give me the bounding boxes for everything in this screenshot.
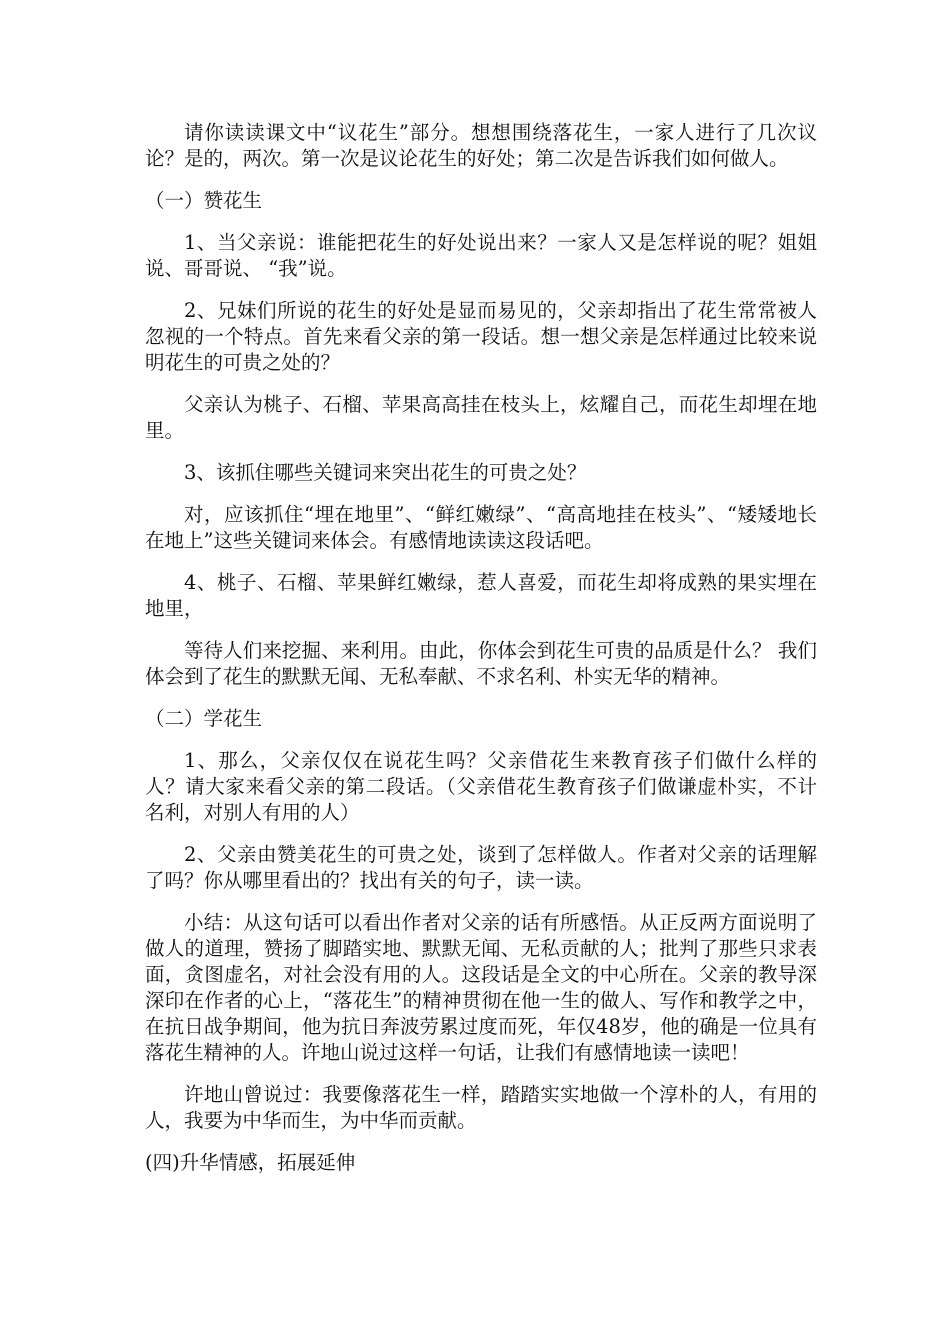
paragraph-summary: 小结：从这句话可以看出作者对父亲的话有所感悟。从正反两方面说明了做人的道理，赞扬了脚踏实地、默默无闻、无私贡献的人；批判了那些只求表面，贪图虚名，对社会没有用的人。这段话是全文的中心所在。父亲的教导深深印在作者的心上，“落花生”的精神贯彻在他一生的做人、写作和教学之中，在抗日战争期间，他为抗日奔波劳累过度而死，年仅48岁，他的确是一位具有落花生精神的人。许地山说过这样一句话，让我们有感情地读一读吧！ xyxy=(145,911,817,1064)
paragraph-item-1: 1、当父亲说：谁能把花生的好处说出来？一家人又是怎样说的呢？姐姐说、哥哥说、 “我”说。 xyxy=(145,231,817,280)
paragraph-learn-item-2: 2、父亲由赞美花生的可贵之处，谈到了怎样做人。作者对父亲的话理解了吗？你从哪里看出的？找出有关的句子，读一读。 xyxy=(145,843,817,892)
document-page xyxy=(145,120,817,1192)
section-heading-praise-peanut: （一）赞花生 xyxy=(145,189,263,212)
paragraph-item-3: 3、该抓住哪些关键词来突出花生的可贵之处？ xyxy=(184,461,587,484)
section-heading-extension: (四)升华情感，拓展延伸 xyxy=(145,1151,356,1174)
paragraph-quote: 许地山曾说过：我要像落花生一样，踏踏实实地做一个淳朴的人，有用的人，我要为中华而生，为中华而贡献。 xyxy=(145,1083,817,1132)
paragraph-item-4: 4、桃子、石榴、苹果鲜红嫩绿，惹人喜爱，而花生却将成熟的果实埋在地里， xyxy=(145,571,817,620)
paragraph-learn-item-1: 1、那么，父亲仅仅在说花生吗？父亲借花生来教育孩子们做什么样的人？请大家来看父亲的第二段话。（父亲借花生教育孩子们做谦虚朴实，不计名利，对别人有用的人） xyxy=(145,749,817,824)
section-heading-learn-peanut: （二）学花生 xyxy=(145,707,263,730)
paragraph-item-2: 2、兄妹们所说的花生的好处是显而易见的，父亲却指出了花生常常被人忽视的一个特点。首先来看父亲的第一段话。想一想父亲是怎样通过比较来说明花生的可贵之处的？ xyxy=(145,299,817,374)
paragraph-quality: 等待人们来挖掘、来利用。由此，你体会到花生可贵的品质是什么？ 我们体会到了花生的默默无闻、无私奉献、不求名利、朴实无华的精神。 xyxy=(145,639,817,688)
intro-paragraph: 请你读读课文中“议花生”部分。想想围绕落花生，一家人进行了几次议论？是的，两次。第一次是议论花生的好处；第二次是告诉我们如何做人。 xyxy=(145,121,817,170)
paragraph-keywords: 对，应该抓住“埋在地里”、“鲜红嫩绿”、“高高地挂在枝头”、“矮矮地长在地上”这些关键词来体会。有感情地读读这段话吧。 xyxy=(145,503,817,552)
paragraph-father-comparison: 父亲认为桃子、石榴、苹果高高挂在枝头上，炫耀自己，而花生却埋在地里。 xyxy=(145,393,817,442)
